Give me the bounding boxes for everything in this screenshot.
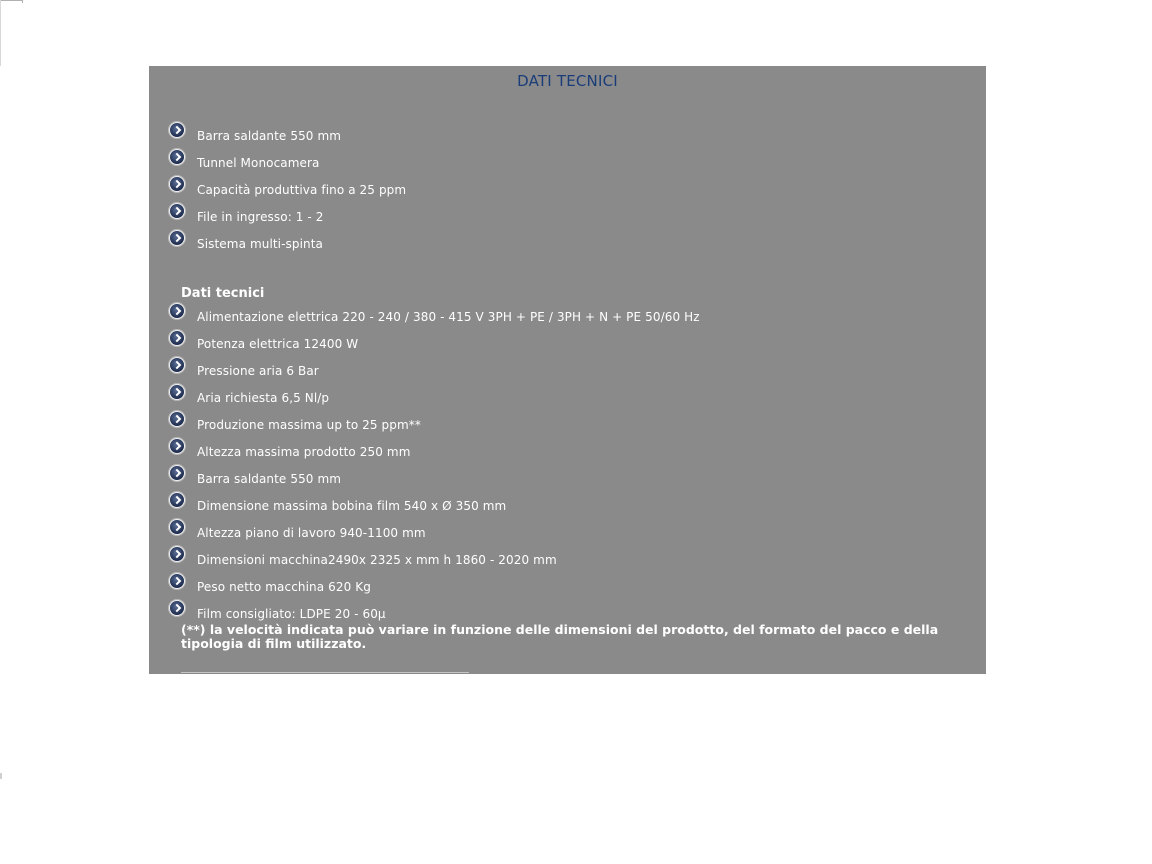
- edge-mark: [0, 773, 2, 779]
- circle-arrow-right-icon: [169, 465, 185, 481]
- circle-arrow-right-icon: [169, 357, 185, 373]
- list-item-text: Produzione massima up to 25 ppm**: [197, 418, 421, 432]
- list-item-text: Dimensioni macchina2490x 2325 x mm h 1860 - 2020 mm: [197, 553, 557, 567]
- circle-arrow-right-icon: [169, 546, 185, 562]
- circle-arrow-right-icon: [169, 330, 185, 346]
- list-item-text: Barra saldante 550 mm: [197, 129, 342, 143]
- edge-line: [0, 0, 1, 66]
- circle-arrow-right-icon: [169, 492, 185, 508]
- list-item-text: Barra saldante 550 mm: [197, 472, 342, 486]
- corner-artifact: [0, 0, 23, 3]
- list-item-text: Aria richiesta 6,5 Nl/p: [197, 391, 330, 405]
- circle-arrow-right-icon: [169, 600, 185, 616]
- list-item-text: Potenza elettrica 12400 W: [197, 337, 359, 351]
- circle-arrow-right-icon: [169, 203, 185, 219]
- speed-footnote: (**) la velocità indicata può variare in funzione delle dimensioni del prodotto, del formato del pacco e della tipologia di film utilizzato.: [181, 622, 939, 651]
- circle-arrow-right-icon: [169, 519, 185, 535]
- list-item-text: Capacità produttiva fino a 25 ppm: [197, 183, 407, 197]
- divider: [181, 672, 469, 673]
- circle-arrow-right-icon: [169, 573, 185, 589]
- circle-arrow-right-icon: [169, 149, 185, 165]
- tech-data-panel: [149, 66, 986, 674]
- circle-arrow-right-icon: [169, 303, 185, 319]
- list-item-text: Alimentazione elettrica 220 - 240 / 380 - 415 V 3PH + PE / 3PH + N + PE 50/60 Hz: [197, 310, 700, 324]
- list-item-text: Altezza piano di lavoro 940-1100 mm: [197, 526, 426, 540]
- list-item-text: Peso netto macchina 620 Kg: [197, 580, 371, 594]
- list-item-text: File in ingresso: 1 - 2: [197, 210, 324, 224]
- list-item-text: Sistema multi-spinta: [197, 237, 324, 251]
- list-item-text: Film consigliato: LDPE 20 - 60µ: [197, 607, 386, 621]
- circle-arrow-right-icon: [169, 122, 185, 138]
- circle-arrow-right-icon: [169, 411, 185, 427]
- circle-arrow-right-icon: [169, 438, 185, 454]
- circle-arrow-right-icon: [169, 230, 185, 246]
- panel-title: DATI TECNICI: [517, 72, 618, 90]
- specs-heading: Dati tecnici: [181, 286, 265, 301]
- list-item-text: Altezza massima prodotto 250 mm: [197, 445, 411, 459]
- list-item-text: Dimensione massima bobina film 540 x Ø 350 mm: [197, 499, 507, 513]
- circle-arrow-right-icon: [169, 384, 185, 400]
- circle-arrow-right-icon: [169, 176, 185, 192]
- list-item-text: Tunnel Monocamera: [197, 156, 320, 170]
- list-item-text: Pressione aria 6 Bar: [197, 364, 319, 378]
